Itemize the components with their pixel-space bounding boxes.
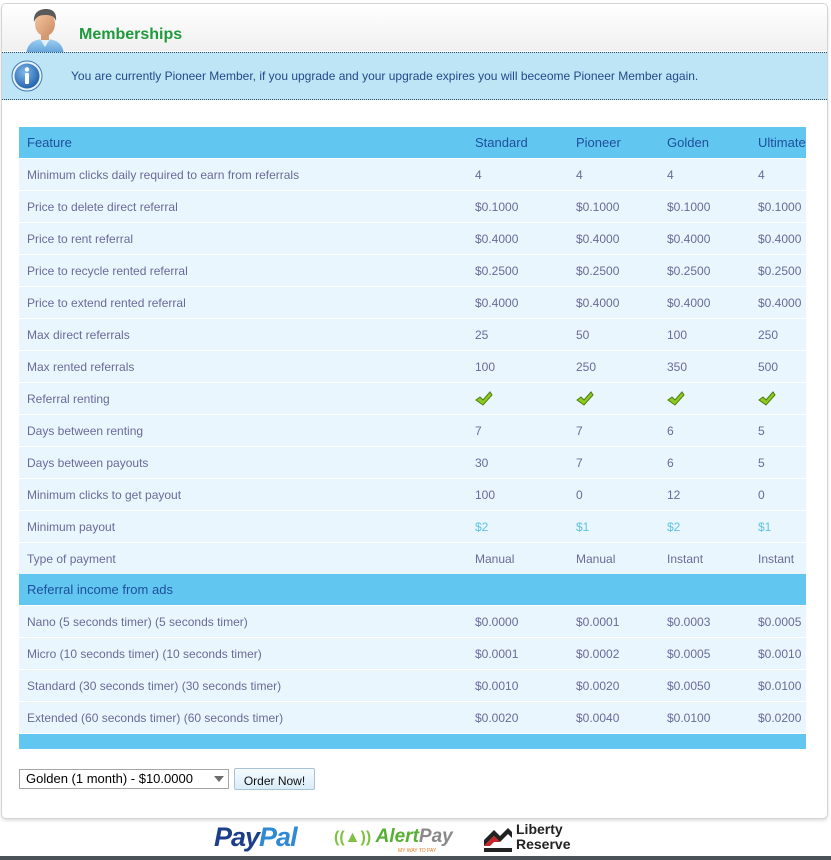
info-notice (2, 52, 827, 100)
income-value: $0.0020 (568, 670, 659, 702)
table-footer (19, 734, 806, 750)
feature-value: $0.1000 (467, 191, 568, 223)
feature-value: Manual (467, 543, 568, 575)
feature-value: 100 (467, 479, 568, 511)
feature-value: Instant (750, 543, 806, 575)
income-value: $0.0002 (568, 638, 659, 670)
paypal-logo-text-1: Pay (214, 822, 260, 852)
feature-value: 25 (467, 319, 568, 351)
income-value: $0.0003 (659, 606, 750, 638)
liberty-logo-text-2: Reserve (516, 836, 571, 852)
feature-value: 0 (750, 479, 806, 511)
income-value: $0.0050 (659, 670, 750, 702)
table-row (19, 479, 806, 511)
table-row (19, 511, 806, 543)
feature-value: $0.4000 (659, 223, 750, 255)
plan-select-value: Golden (1 month) - $10.0000 (26, 771, 193, 786)
feature-value: 100 (467, 351, 568, 383)
income-value: $0.0010 (750, 638, 806, 670)
feature-value: 250 (568, 351, 659, 383)
feature-value: $0.4000 (568, 223, 659, 255)
checkmark-icon (758, 391, 776, 405)
income-value: $0.0040 (568, 702, 659, 734)
chevron-down-icon[interactable] (214, 776, 224, 782)
table-row (19, 543, 806, 575)
paypal-logo-text-2: Pal (259, 822, 297, 852)
panel-header (2, 4, 827, 51)
income-value: $0.0010 (467, 670, 568, 702)
feature-value: 4 (568, 159, 659, 191)
feature-value: $0.2500 (750, 255, 806, 287)
feature-value: $0.2500 (467, 255, 568, 287)
income-value: $0.0005 (750, 606, 806, 638)
feature-label: Minimum payout (19, 511, 467, 543)
feature-value: 4 (659, 159, 750, 191)
table-row (19, 415, 806, 447)
feature-value (750, 383, 806, 415)
checkmark-icon (475, 391, 493, 405)
feature-label: Type of payment (19, 543, 467, 575)
membership-comparison-table (19, 127, 806, 749)
table-row (19, 447, 806, 479)
liberty-logo-text-1: Liberty (516, 821, 563, 837)
feature-value: $0.4000 (750, 223, 806, 255)
feature-value: $2 (659, 511, 750, 543)
page-title: Memberships (79, 26, 183, 43)
income-value: $0.0100 (659, 702, 750, 734)
feature-value: 100 (659, 319, 750, 351)
feature-value: $0.1000 (659, 191, 750, 223)
table-row (19, 383, 806, 415)
ad-type-label: Nano (5 seconds timer) (5 seconds timer) (19, 606, 467, 638)
feature-value (659, 383, 750, 415)
bottom-bar (0, 856, 831, 860)
alertpay-logo (334, 826, 453, 854)
income-value: $0.0020 (467, 702, 568, 734)
feature-label: Price to extend rented referral (19, 287, 467, 319)
table-row (19, 287, 806, 319)
feature-value: 12 (659, 479, 750, 511)
feature-value: $0.1000 (568, 191, 659, 223)
alertpay-tagline: MY WAY TO PAY (398, 848, 437, 854)
feature-value: 250 (750, 319, 806, 351)
income-value: $0.0200 (750, 702, 806, 734)
feature-value: 7 (467, 415, 568, 447)
table-row (19, 606, 806, 638)
feature-value: $0.2500 (568, 255, 659, 287)
liberty-reserve-logo (482, 822, 572, 856)
feature-value: 5 (750, 447, 806, 479)
feature-label: Days between payouts (19, 447, 467, 479)
table-row (19, 223, 806, 255)
feature-value: 500 (750, 351, 806, 383)
feature-value: 50 (568, 319, 659, 351)
table-row (19, 638, 806, 670)
feature-value: Instant (659, 543, 750, 575)
income-value: $0.0100 (750, 670, 806, 702)
feature-value: 6 (659, 447, 750, 479)
feature-label: Price to recycle rented referral (19, 255, 467, 287)
order-now-button[interactable]: Order Now! (234, 768, 315, 790)
feature-label: Minimum clicks to get payout (19, 479, 467, 511)
table-footer-row (19, 734, 806, 750)
checkmark-icon (667, 391, 685, 405)
table-row (19, 702, 806, 734)
income-value: $0.0005 (659, 638, 750, 670)
feature-value: $1 (750, 511, 806, 543)
table-row (19, 255, 806, 287)
section-title: Referral income from ads (19, 574, 806, 606)
checkmark-icon (576, 391, 594, 405)
column-header: Ultimate (750, 127, 806, 159)
alertpay-signal-icon: ((▲)) (334, 829, 372, 846)
ad-type-label: Extended (60 seconds timer) (60 seconds timer) (19, 702, 467, 734)
income-value: $0.0000 (467, 606, 568, 638)
ad-type-label: Micro (10 seconds timer) (10 seconds timer) (19, 638, 467, 670)
section-header-row (19, 574, 806, 606)
feature-value: 30 (467, 447, 568, 479)
liberty-reserve-icon (482, 826, 514, 854)
feature-value: Manual (568, 543, 659, 575)
table-row (19, 351, 806, 383)
column-header: Feature (19, 127, 467, 159)
feature-label: Price to delete direct referral (19, 191, 467, 223)
feature-label: Price to rent referral (19, 223, 467, 255)
income-value: $0.0001 (568, 606, 659, 638)
feature-value (568, 383, 659, 415)
feature-label: Max rented referrals (19, 351, 467, 383)
column-header: Standard (467, 127, 568, 159)
table-row (19, 319, 806, 351)
feature-value: 4 (467, 159, 568, 191)
feature-value: $0.4000 (467, 223, 568, 255)
feature-value: 4 (750, 159, 806, 191)
notice-text: You are currently Pioneer Member, if you upgrade and your upgrade expires you will beceome Pioneer Member again. (71, 69, 699, 83)
feature-value: 350 (659, 351, 750, 383)
feature-value: $0.4000 (659, 287, 750, 319)
feature-value: $0.4000 (467, 287, 568, 319)
alertpay-logo-text-1: Alert (375, 826, 419, 847)
plan-select[interactable] (19, 769, 229, 789)
feature-value: 7 (568, 415, 659, 447)
feature-value: 0 (568, 479, 659, 511)
income-value: $0.0001 (467, 638, 568, 670)
info-icon (11, 60, 43, 92)
alertpay-logo-text-2: Pay (418, 826, 453, 847)
feature-label: Days between renting (19, 415, 467, 447)
table-row (19, 191, 806, 223)
table-row (19, 670, 806, 702)
column-header: Golden (659, 127, 750, 159)
paypal-logo (214, 822, 297, 853)
feature-label: Max direct referrals (19, 319, 467, 351)
feature-value: 6 (659, 415, 750, 447)
feature-value: $0.1000 (750, 191, 806, 223)
table-row (19, 159, 806, 191)
column-header: Pioneer (568, 127, 659, 159)
feature-value: $0.2500 (659, 255, 750, 287)
feature-value: 7 (568, 447, 659, 479)
feature-value (467, 383, 568, 415)
feature-value: $0.4000 (568, 287, 659, 319)
ad-type-label: Standard (30 seconds timer) (30 seconds timer) (19, 670, 467, 702)
feature-value: 5 (750, 415, 806, 447)
feature-value: $2 (467, 511, 568, 543)
table-header-row (19, 127, 806, 159)
feature-label: Minimum clicks daily required to earn from referrals (19, 159, 467, 191)
payment-methods (214, 820, 574, 856)
feature-label: Referral renting (19, 383, 467, 415)
feature-value: $1 (568, 511, 659, 543)
feature-value: $0.4000 (750, 287, 806, 319)
